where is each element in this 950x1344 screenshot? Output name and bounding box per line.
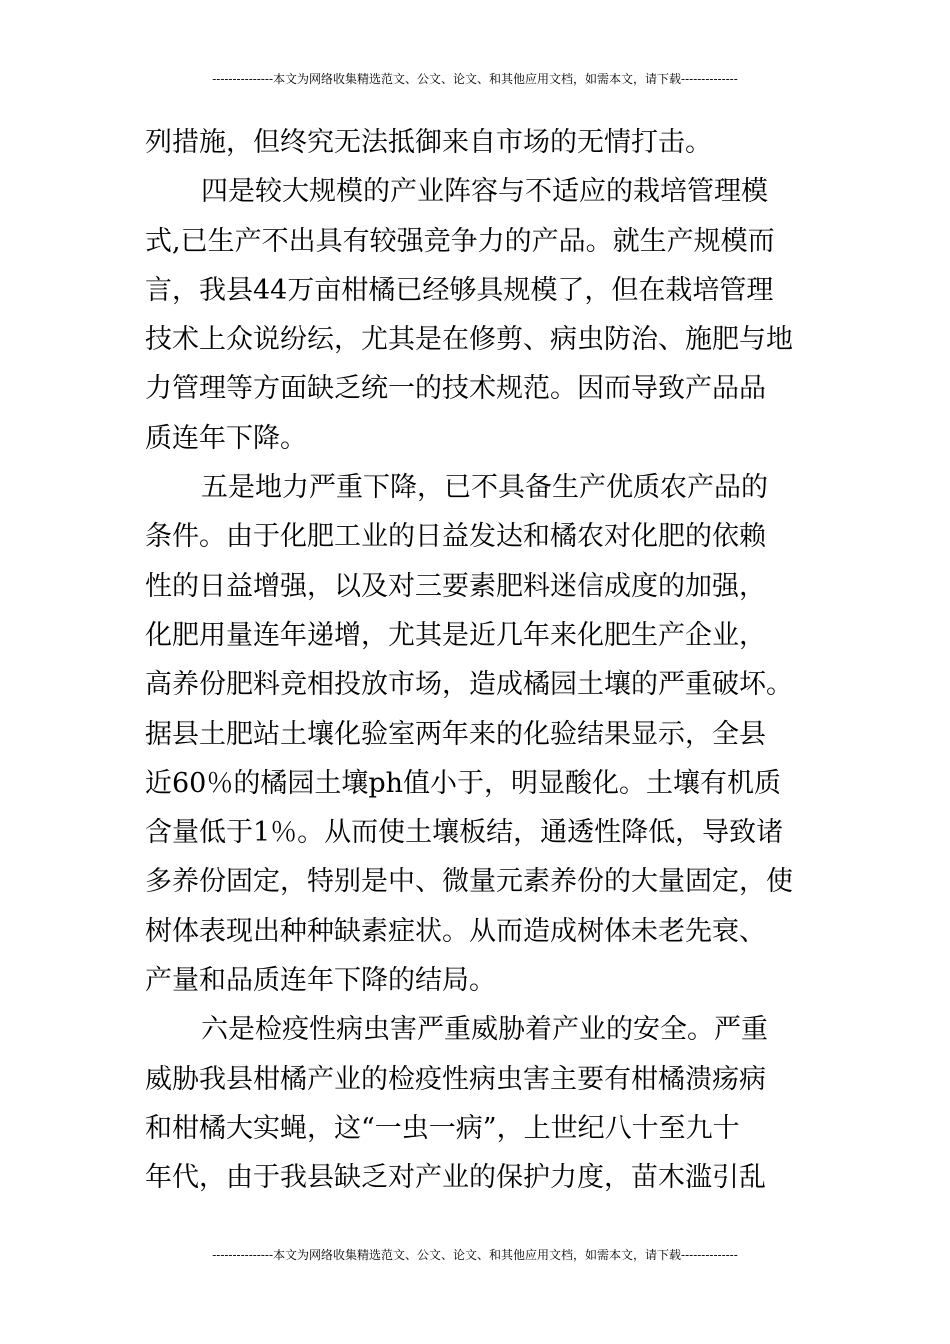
- paragraph-start-line: 四是较大规模的产业阵容与不适应的栽培管理模: [201, 176, 768, 208]
- body-line: 多养份固定，特别是中、微量元素养份的大量固定，使: [145, 866, 793, 898]
- page-footer: ---------------本文为网络收集精选范文、公文、论文、和其他应用文档，如需本文，请下载--------------: [212, 1248, 738, 1262]
- body-line: 质连年下降。: [145, 422, 307, 454]
- body-line: 条件。由于化肥工业的日益发达和橘农对化肥的依赖: [145, 521, 766, 553]
- body-line: 树体表现出种种缺素症状。从而造成树体未老先衰、: [145, 915, 766, 947]
- body-line: 据县土肥站土壤化验室两年来的化验结果显示，全县: [145, 718, 766, 750]
- body-line: 产量和品质连年下降的结局。: [145, 965, 496, 997]
- body-line: 含量低于1％。从而使土壤板结，通透性降低，导致诸: [145, 817, 784, 849]
- body-line: 技术上众说纷纭，尤其是在修剪、病虫防治、施肥与地: [145, 324, 793, 356]
- body-line: 近60％的橘园土壤ph值小于，明显酸化。土壤有机质: [145, 767, 782, 799]
- body-line: 化肥用量连年递增，尤其是近几年来化肥生产企业，: [145, 619, 766, 651]
- body-line: 威胁我县柑橘产业的检疫性病虫害主要有柑橘溃疡病: [145, 1063, 766, 1095]
- body-line: 年代，由于我县缺乏对产业的保护力度，苗木滥引乱: [145, 1162, 766, 1194]
- body-line: 和柑橘大实蝇，这“一虫一病”，上世纪八十至九十: [145, 1112, 740, 1144]
- page-header: ---------------本文为网络收集精选范文、公文、论文、和其他应用文档，如需本文，请下载--------------: [212, 72, 738, 86]
- document-body: [145, 118, 809, 1203]
- body-line: 高养份肥料竞相投放市场，造成橘园土壤的严重破坏。: [145, 669, 793, 701]
- body-line: 式,已生产不出具有较强竞争力的产品。就生产规模而: [145, 225, 775, 257]
- paragraph-start-line: 六是检疫性病虫害严重威胁着产业的安全。严重: [201, 1014, 768, 1046]
- body-line: 列措施，但终究无法抵御来自市场的无情打击。: [145, 127, 712, 158]
- paragraph-start-line: 五是地力严重下降，已不具备生产优质农产品的: [201, 472, 768, 504]
- body-line: 力管理等方面缺乏统一的技术规范。因而导致产品品: [145, 373, 766, 405]
- body-line: 言，我县44万亩柑橘已经够具规模了，但在栽培管理: [145, 274, 774, 306]
- body-line: 性的日益增强，以及对三要素肥料迷信成度的加强，: [145, 570, 766, 602]
